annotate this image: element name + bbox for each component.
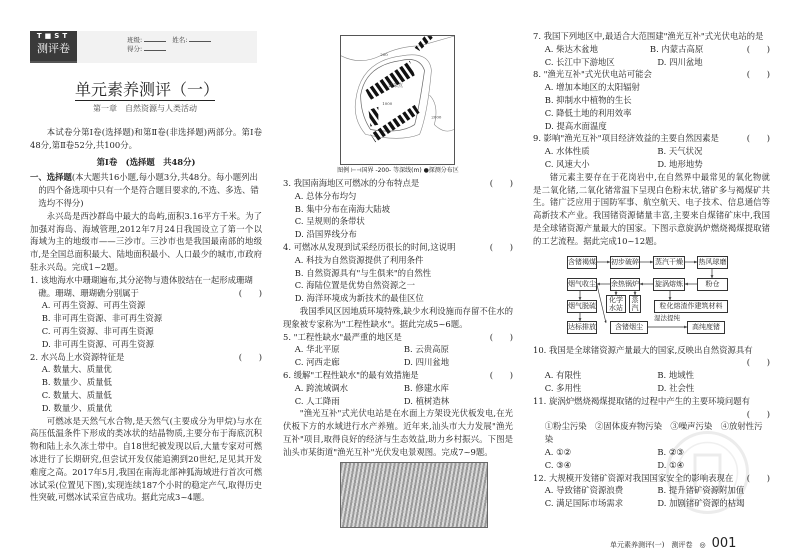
flow-node: 热风球磨 [697,256,728,269]
left-column [30,126,262,504]
student-info-band [77,31,257,63]
contour-label: 1000 [382,100,393,106]
flow-edge-label: 湿法提纯 [654,313,680,322]
class-field[interactable]: 班级: [127,35,166,44]
site-label: 试采点 [388,83,403,90]
question-7: 7. 我国下列地区中,最适合大范围建"渔光互补"式光伏电站的是 ( ) A. 柴达木盆地 B. 内蒙古高原 C. 长江中下游地区 D. 四川盆地 [533,31,770,67]
solar-panel-photo [340,462,488,528]
flow-node: 初步破碎 [610,256,640,269]
logo-underline [30,61,77,63]
question-9: 9. 影响"渔光互补"项目经济效益的主要自然因素是 ( ) A. 水体性质 B. 天气状况 C. 风速大小 D. 地形地势 [533,133,770,169]
page-footer: 单元素养测评(一) 测评卷 ◎ 001 [610,536,737,551]
flow-node: 蒸汽 [629,295,641,313]
passage-4: "渔光互补"式光伏电站是在水面上方架设光伏板发电,在光伏板下方的水域进行水产养殖。近年来,汕头市大力发展"渔光互补"项目,取得良好的经济与生态效益,助力乡村振兴。下图是汕头市某街道"渔光互补"光伏发电景观图。完成7~9题。 [283,408,513,457]
passage-5: 锗元素主要存在于花岗岩中,在自然界中最常见的氧化物就是二氧化锗,二氧化锗常温下呈现白色粉末状,锗矿多与褐煤矿共生。锗广泛应用于国防军事、航空航天、电子技术、信息通信等高新技术产业。我国锗资源储量丰富,主要来自煤锗矿床中,我国是全球锗资源产量最大的国家。下图示意旋涡炉燃烧褐煤提取锗的工艺流程。据此完成10~12题。 [533,171,770,246]
south-china-sea-map [340,35,455,165]
intro: 本试卷分第Ⅰ卷(选择题)和第Ⅱ卷(非选择题)两部分。第Ⅰ卷48分,第Ⅱ卷52分,共100分。 [30,127,262,150]
question-10: 10. 我国是全球锗资源产量最大的国家,反映出自然资源具有 ( ) A. 有限性 B. 地域性 C. 多用性 D. 社会性 [533,344,770,393]
contour-label: 2000 [431,114,442,120]
test-logo: T■ST 测评卷 [30,31,77,61]
question-1: 1. 该地海水中珊瑚遍布,其分泌物与遗体胶结在一起形成珊瑚礁。珊瑚、珊瑚礁分别属于 ( ) A. 可再生资源、可再生资源 B. 非可再生资源、非可再生资源 C. 可再生资源、非可再生资源 D. 非可再生资源、可再生资源 [30,274,262,349]
question-5: 5. "工程性缺水"最严重的地区是 ( ) A. 华北平原 B. 云贵高原 C. 河西走廊 D. 四川盆地 [283,331,513,368]
flow-node: 烟气收尘 [567,278,597,291]
question-6: 6. 缓解"工程性缺水"的最有效措施是 ( ) A. 跨流域调水 B. 修建水库 C. 人工降雨 D. 植树造林 [283,369,513,406]
flow-node: 含锗褐煤 [567,256,597,269]
flow-node: 旋涡熔炼 [653,278,685,291]
question-12: 12. 大规模开发锗矿资源对我国国家安全的影响表现在 ( ) A. 导致锗矿资源浪费 B. 提升锗矿资源附加值 C. 满足国际市场需求 D. 加剧锗矿资源的枯竭 [533,472,770,509]
passage-2: 可燃冰是天然气水合物,是天然气(主要成分为甲烷)与水在高压低温条件下形成的类冰状的结晶物质,主要分布于海底沉积物和陆上永久冻土带中。自18世纪被发现以后,大量专家对可燃冰进行了长期研究,但尝试开发仅能追溯到20世纪,足见其开发难度之高。2017年5月,我国在南海北部神狐海域进行首次可燃冰试采(位置见下图),实现连续187个小时的稳定产气,取得历史性突破,可燃冰试采宣告成功。据此完成3~4题。 [30,415,262,503]
page-number: 001 [711,536,737,551]
section-heading: 第Ⅰ卷 (选择题 共48分) [96,156,196,167]
question-2: 2. 水兴岛上水资源特征是 ( ) A. 数量大、质量优 B. 数量少、质量低 C. 数量大、质量低 D. 数量少、质量优 [30,351,262,413]
score-field[interactable]: 得分: [127,44,166,53]
contour-label: 200 [380,51,388,57]
question-8: 8. "渔光互补"式光伏电站可能会 ( ) A. 增加本地区的太阳辐射 B. 抑制水中植物的生长 C. 降低土地的利用效率 D. 提高水面温度 [533,69,770,131]
page-title: 单元素养测评（一） [75,80,220,99]
flow-node: 高纯度锗 [687,321,725,334]
flow-node: 粒化熔渣作建筑材料 [654,300,728,313]
name-field[interactable]: 姓名: [172,35,211,44]
chapter-subtitle: 第一章 自然资源与人类活动 [93,104,197,113]
right-column [533,30,770,510]
passage-3: 我国季风区因地质环境特殊,缺少水利设施而存留不住水的现象被专家称为"工程性缺水"。据此完成5~6题。 [283,305,513,329]
flow-node: 余热锅炉 [610,278,640,291]
flow-node: 粉仓 [697,278,728,291]
question-11: 11. 旋涡炉燃烧褐煤提取锗的过程中产生的主要环境问题有 ( ) ①粉尘污染 ②固体废弃物污染 ③噪声污染 ④放射性污染 A. ①② B. ②③ C. ③④ D. ①④ [533,395,770,470]
question-4: 4. 可燃冰从发现到试采经历很长的时间,这说明 ( ) A. 科技为自然资源提供了利用条件 B. 自然资源具有"与生俱来"的自然性 C. 海陆位置是优势自然资源之一 D. 海洋环境成为新技术的最佳区位 [283,241,513,304]
flow-node: 达标排放 [567,321,597,334]
map-legend: 图例 ⊢⊣国界 -200- 等深线(m) ●探测分布区 [337,167,459,174]
germanium-process-flowchart [560,251,735,341]
flow-node: 化学水站 [606,295,626,313]
passage-1: 永兴岛是西沙群岛中最大的岛屿,面积3.16平方千米。为了加强对海岛、海域管理,2012年7月24日我国设立了第一个以海域为主的地级市——三沙市。三沙市也是我国最南部的地级市,是全国总面积最大、陆地面积最小、人口最少的城市,市政府驻永兴岛。完成1~2题。 [30,210,262,272]
flow-node: 含锗烟尘 [610,321,648,334]
question-3: 3. 我国南海地区可燃冰的分布特点是 ( ) A. 总体分布均匀 B. 集中分布在南海大陆坡 C. 呈规则的条带状 D. 沿国界线分布 [283,178,513,240]
flow-node: 蒸汽干燥 [653,256,685,269]
flow-node: 烟气脱硫 [567,300,597,313]
middle-column [283,35,513,528]
part-instructions: 一、选择题(本大题共16小题,每小题3分,共48分。每小题列出的四个备选项中只有一个是符合题目要求的,不选、多选、错选均不得分) [30,172,259,208]
